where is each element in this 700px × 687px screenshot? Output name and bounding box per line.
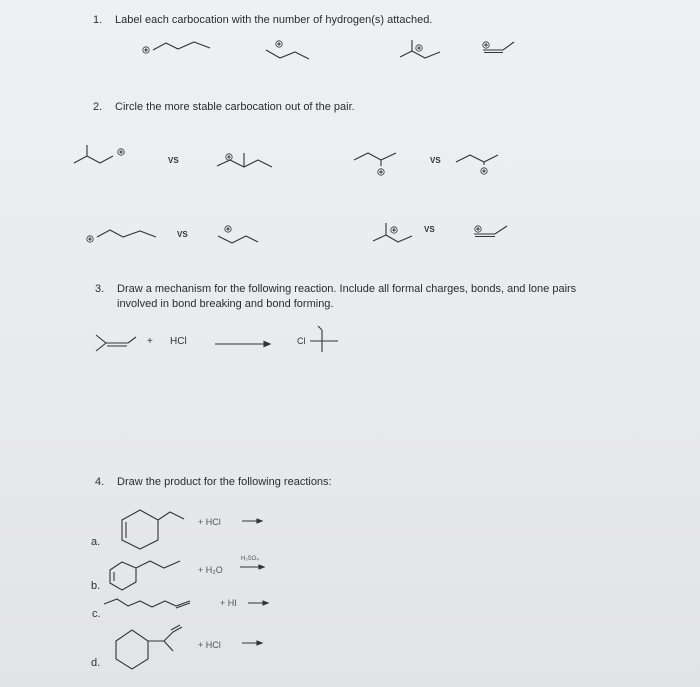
reaction-4b-reagent: + H₂O (198, 565, 223, 575)
q2-carbocation-2a (354, 153, 396, 175)
vs-label-pair-3: VS (177, 230, 188, 239)
reaction-4b-label: b. (91, 580, 101, 592)
q1-carbocation-1 (143, 42, 210, 53)
reaction-4b-substrate (110, 561, 180, 590)
reaction-4c-reagent: + HI (220, 598, 237, 608)
q2-carbocation-3b (218, 226, 258, 243)
reaction-4a-label: a. (91, 536, 101, 548)
q1-carbocation-3 (400, 40, 440, 58)
reaction-4a-arrow (242, 519, 262, 523)
q2-carbocation-3a (87, 230, 156, 242)
reaction-4c-label: c. (92, 608, 101, 620)
vs-label-pair-2: VS (430, 156, 441, 165)
vs-label-pair-4: VS (424, 225, 435, 234)
reaction-4d-arrow (242, 641, 262, 645)
reaction-4d-substrate (116, 625, 182, 669)
q2-carbocation-2b (456, 155, 498, 174)
reaction-4c-substrate (104, 599, 190, 608)
question-3-number: 3. (95, 283, 105, 295)
vs-label-pair-1: VS (168, 156, 179, 165)
reaction-4c-arrow (248, 601, 268, 605)
q2-carbocation-4b (474, 226, 507, 237)
question-3-line-2: involved in bond breaking and bond forming. (117, 298, 334, 310)
reaction-3-product-chlorine: Cl (297, 336, 306, 346)
q2-carbocation-1a (74, 145, 124, 163)
question-1-text: Label each carbocation with the number of hydrogen(s) attached. (115, 14, 433, 26)
q1-carbocation-4 (483, 42, 514, 53)
question-4-number: 4. (95, 476, 105, 488)
q1-carbocation-2 (266, 41, 309, 59)
reaction-4b-condition: H₂SO₄ (241, 556, 259, 562)
reaction-3-arrowhead (264, 342, 270, 347)
question-1-number: 1. (93, 14, 103, 26)
question-3-line-1: Draw a mechanism for the following reaction. Include all formal charges, bonds, and lone pairs (117, 283, 577, 295)
reaction-3-reagent: HCl (170, 336, 187, 347)
reaction-4d-label: d. (91, 657, 101, 669)
question-4-text: Draw the product for the following reactions: (117, 476, 332, 488)
reaction-4b-arrow (240, 565, 264, 569)
q2-carbocation-1b (217, 153, 272, 167)
reaction-4d-reagent: + HCl (198, 640, 221, 650)
reaction-3-alkene (96, 335, 136, 351)
reaction-3-product (310, 326, 338, 352)
reaction-4a-substrate (122, 510, 184, 549)
q2-carbocation-4a (373, 223, 412, 242)
question-2-number: 2. (93, 101, 103, 113)
reaction-3-plus: + (147, 336, 153, 347)
reaction-4a-reagent: + HCl (198, 517, 221, 527)
question-2-text: Circle the more stable carbocation out of the pair. (115, 101, 355, 113)
